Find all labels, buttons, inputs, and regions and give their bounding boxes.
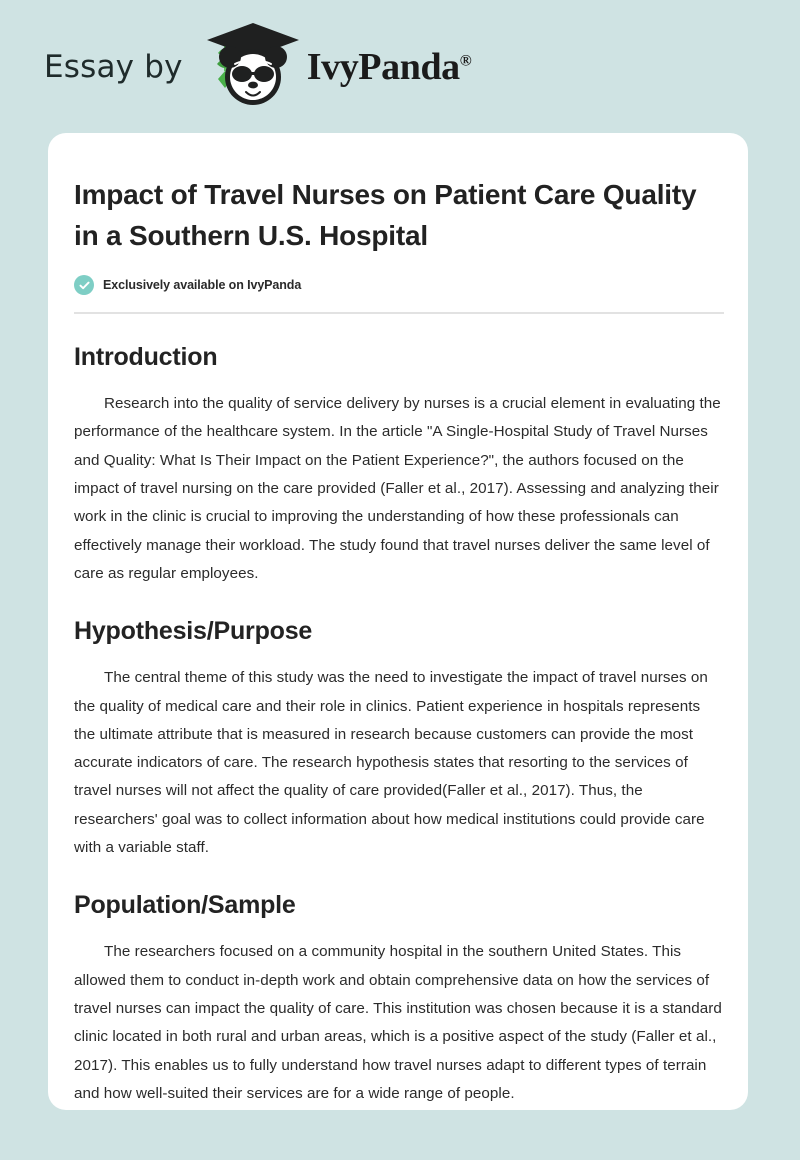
exclusivity-badge xyxy=(74,275,722,295)
section-paragraph: The central theme of this study was the need to investigate the impact of travel nurses on the quality of medical care and their role in clinics. Patient experience in hospitals represents the ultimate attribute that is measured in research because customers can provide the most accurate indicators of care. The research hypothesis states that resorting to the services of travel nurses will not affect the quality of care provided(Faller et al., 2017). Thus, the researchers' goal was to collect information about how medical institutions could provide care with a variable staff. xyxy=(74,669,708,857)
panda-graduate-icon xyxy=(197,19,309,111)
section-heading-introduction: Introduction xyxy=(74,343,218,372)
header-divider xyxy=(74,312,724,314)
essay-by-label: Essay by xyxy=(44,48,183,85)
header-brand-bar xyxy=(0,0,800,133)
section-paragraph: Research into the quality of service delivery by nurses is a crucial element in evaluating the performance of the healthcare system. In the article "A Single-Hospital Study of Travel Nurses and Quality: What Is Their Impact on the Patient Experience?", the authors focused on the impact of travel nursing on the care provided (Faller et al., 2017). Assessing and analyzing their work in the clinic is crucial to improving the understanding of how these professionals can effectively manage their workload. The study found that travel nurses deliver the same level of care as regular employees. xyxy=(74,395,721,582)
section-heading-hypothesis-purpose: Hypothesis/Purpose xyxy=(74,617,313,646)
brand-name-text: IvyPanda xyxy=(306,45,460,88)
page-title: Impact of Travel Nurses on Patient Care Quality in a Southern U.S. Hospital xyxy=(74,179,697,251)
check-circle-icon xyxy=(74,275,94,295)
section-paragraph: The researchers focused on a community hospital in the southern United States. This allowed them to conduct in-depth work and obtain comprehensive data on how the services of travel nurses can impact the quality of care. This institution was chosen because it is a standard clinic located in both rural and urban areas, which is a positive aspect of the study (Faller et al., 2017). This enables us to fully understand how travel nurses adapt to different types of terrain and how well-suited their services are for a wide range of people. xyxy=(74,943,722,1102)
essay-card xyxy=(48,133,748,1110)
registered-mark: ® xyxy=(459,51,472,69)
ivypanda-logo[interactable] xyxy=(197,23,472,111)
section-heading-population-sample: Population/Sample xyxy=(74,891,296,920)
badge-label: Exclusively available on IvyPanda xyxy=(103,278,302,293)
ivypanda-wordmark xyxy=(307,45,472,89)
